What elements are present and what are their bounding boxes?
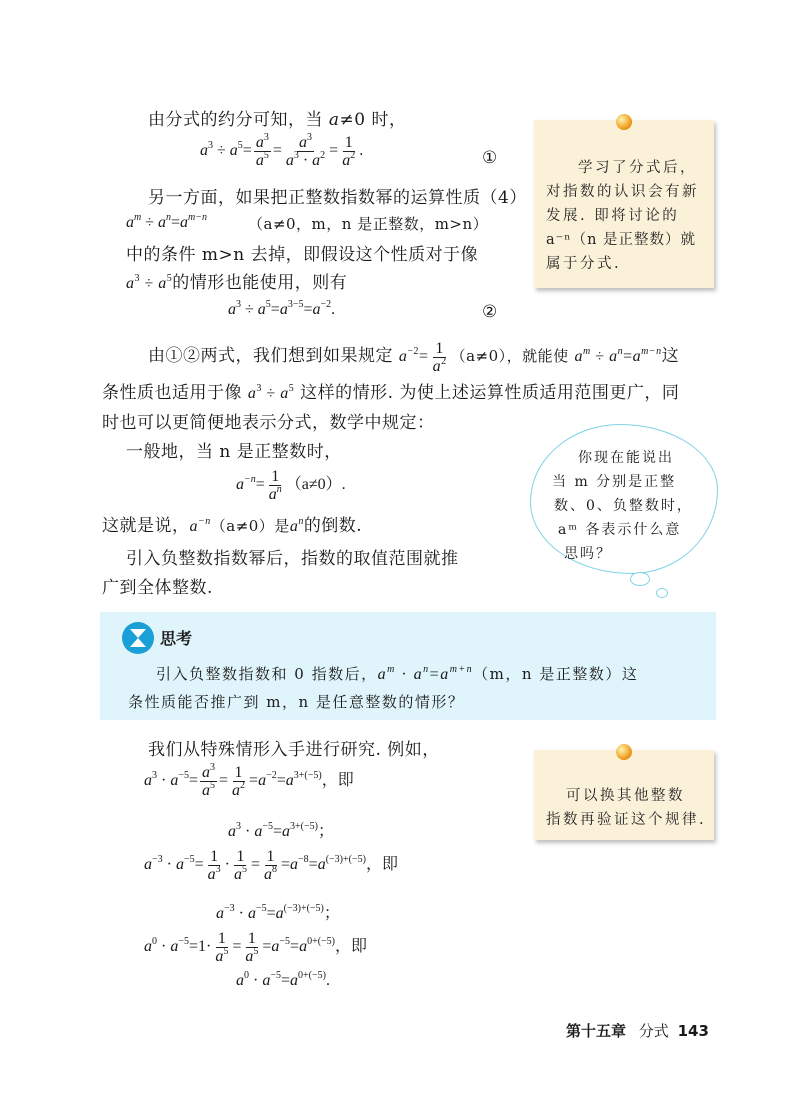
think-line: 条性质能否推广到 m，n 是任意整数的情形？ — [128, 693, 465, 711]
text-line: $a^3 \div a^5$的情形也能使用，则有 — [126, 273, 348, 293]
hourglass-icon — [122, 622, 154, 654]
thought-bubble — [630, 572, 650, 586]
text-line: 时也可以更简便地表示分式，数学中规定： — [102, 413, 435, 433]
intro-line: 由分式的约分可知，当 a≠0 时， — [148, 110, 407, 130]
example-equation-2: $a^{-3} \cdot a^{-5}=$ $\frac{1}{a^3}$ · $\frac{1}{a^5}$ = $\frac{1}{a^8}$ $=a^{-8}=a^{(-3)+(-5)}$，即 — [144, 848, 398, 883]
example-result-1: $a^3 \cdot a^{-5}=a^{3+(-5)}$； — [228, 821, 334, 840]
thought-bubble — [656, 588, 668, 598]
pin-icon — [616, 114, 632, 130]
equation-1: $a^3 \div a^5=$ $\frac{a^3}{a^5}$ = $\frac{a^3}{a^3 \cdot a^2}$ = $\frac{1}{a^2}$ . — [200, 132, 364, 169]
example-equation-1: $a^3 \cdot a^{-5}=$ $\frac{a^3}{a^5}$ = $\frac{1}{a^2}$ $=a^{-2}=a^{3+(-5)}$，即 — [144, 762, 354, 799]
example-result-2: $a^{-3} \cdot a^{-5}=a^{(-3)+(-5)}$； — [216, 903, 340, 922]
text-line: 一般地，当 n 是正整数时， — [126, 442, 342, 462]
definition-equation: $a^{-n}=$ $\frac{1}{a^n}$ （a≠0）. — [236, 468, 346, 503]
think-box — [100, 612, 716, 720]
page-number: 143 — [677, 1022, 709, 1040]
chapter-label: 第十五章 — [566, 1022, 627, 1040]
equation-2-tag: ② — [482, 302, 498, 322]
text-line: 中的条件 m>n 去掉，即假设这个性质对于像 — [126, 245, 479, 265]
side-note: 可以换其他整数 指数再验证这个规律. — [534, 750, 714, 840]
page-footer — [566, 1020, 709, 1041]
text-line: 广到全体整数. — [102, 578, 213, 598]
text-line: 我们从特殊情形入手进行研究. 例如， — [148, 740, 440, 760]
equation-2: $a^3 \div a^5=a^{3-5}=a^{-2}$. — [228, 299, 336, 318]
thought-cloud-text: 你现在能说出 当 m 分别是正整 数、0、负整数时， aᵐ 各表示什么意 思吗？ — [552, 450, 693, 562]
think-title: 思考 — [160, 629, 193, 648]
text-line: 条性质也适用于像 $a^3 \div a^5$ 这样的情形. 为使上述运算性质适用范围更广，同 — [102, 383, 680, 403]
think-line: 引入负整数指数和 0 指数后，$a^m \cdot a^n=a^{m+n}(m$，n 是正整数）这 — [156, 664, 639, 683]
text-line: 这就是说，$a^{-n}(a\ne 0)$是$a^n$的倒数. — [102, 516, 363, 536]
property-conditions: （a≠0，m，n 是正整数，m>n） — [248, 215, 489, 233]
example-equation-3: $a^0 \cdot a^{-5}=1\cdot$ $\frac{1}{a^5}$ = $\frac{1}{a^5}$ $=a^{-5}=a^{0+(-5)}$，即 — [144, 930, 368, 965]
text-line: 另一方面，如果把正整数指数幂的运算性质（4） — [148, 188, 527, 208]
exponent-property: $a^m \div a^n=a^{m-n}$ — [126, 212, 208, 231]
equation-1-tag: ① — [482, 148, 498, 168]
section-label: 分式 — [638, 1022, 669, 1040]
side-note: 学习了分式后， 对指数的认识会有新 发展. 即将讨论的 a⁻ⁿ（n 是正整数）就 属于分式. — [534, 120, 714, 288]
pin-icon — [616, 744, 632, 760]
text-line: 由①②两式，我们想到如果规定 $a^{-2}=$ $\frac{1}{a^2}$ （a≠0），就能使 $a^m \div a^n=a^{m-n}$这 — [148, 340, 680, 375]
example-result-3: $a^0 \cdot a^{-5}=a^{0+(-5)}$. — [236, 970, 330, 989]
text-line: 引入负整数指数幂后，指数的取值范围就推 — [126, 549, 459, 569]
